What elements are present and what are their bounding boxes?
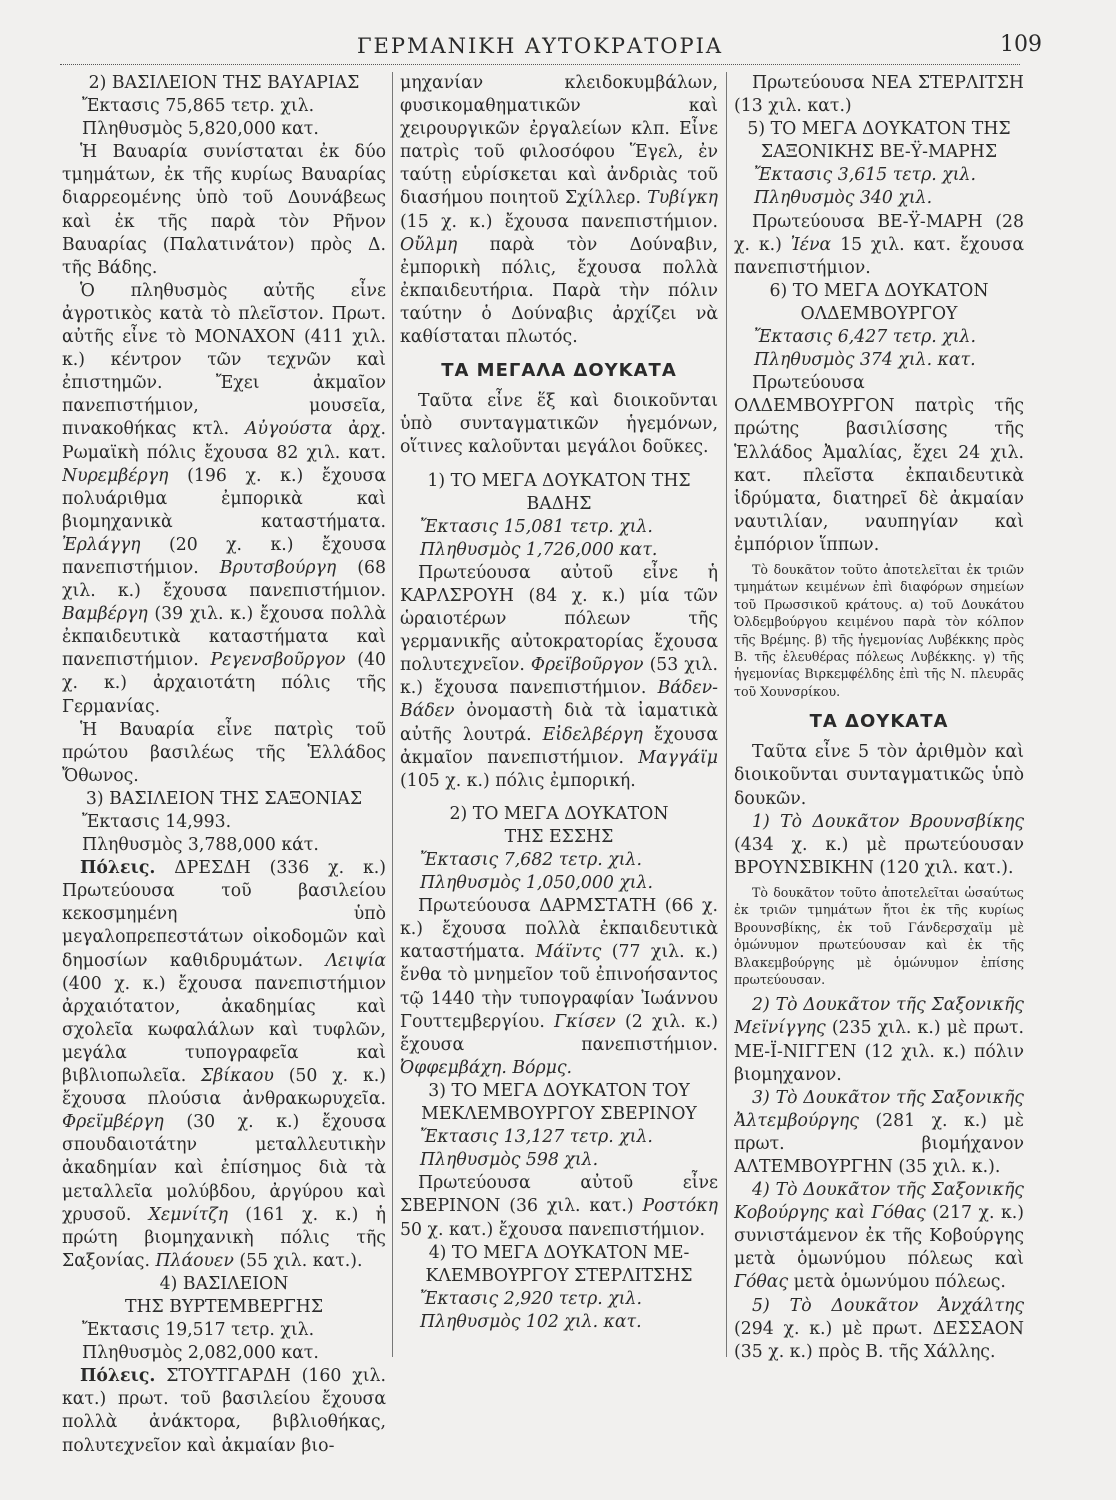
paragraph: Πρωτεύουσα ΔΑΡΜΣΤΑΤΗ (66 χ. κ.) ἔχουσα πολλὰ ἐκπαιδευτικὰ καταστήματα. Μάϊντς (77 χιλ. κ.) ἔνθα τὸ μνημεῖον τοῦ ἐπινοήσαντος τῷ 1440 τὴν τυπογραφίαν Ἰωάννου Γουττεμβεργίου. Γκίσεν (2 χιλ. κ.) ἔχουσα πανεπιστήμιον. Ὀφφεμβάχη. Βόρμς.	[400, 896, 718, 1078]
paragraph: 4) Τὸ Δουκᾶτον τῆς Σαξονικῆς Κοβούργης καὶ Γόθας (217 χ. κ.) συνιστάμενον ἐκ τῆς Κοβούργης μετὰ ὁμωνύμου πόλεως καὶ Γόθας μετὰ ὁμωνύμου πόλεως.	[734, 1180, 1024, 1293]
heading-hesse: 2) ΤΟ ΜΕΓΑ ΔΟΥΚΑΤΟΝ	[449, 803, 669, 824]
heading-baden-2: ΒΑΔΗΣ	[526, 493, 592, 514]
heading-hesse-2: ΤΗΣ ΕΣΣΗΣ	[504, 826, 614, 847]
paragraph: Ἡ Βαυαρία εἶνε πατρὶς τοῦ πρώτου βασιλέως τῆς Ἑλλάδος Ὄθωνος.	[62, 719, 386, 786]
paragraph: 2) Τὸ Δουκᾶτον τῆς Σαξονικῆς Μεϊνίγγης (235 χιλ. κ.) μὲ πρωτ. ΜΕ-Ϊ-ΝΙΓΓΕΝ (12 χιλ. κ.) πόλιν βιομηχανον.	[734, 995, 1024, 1085]
heading-wurttemberg: 4) ΒΑΣΙΛΕΙΟΝ	[159, 1273, 289, 1294]
population-saxony: Πληθυσμὸς 3,788,000 κάτ.	[82, 835, 319, 856]
column-rule-1	[392, 72, 393, 1357]
heading-wurttemberg-2: ΤΗΣ ΒΥΡΤΕΜΒΕΡΓΗΣ	[124, 1296, 324, 1317]
paragraph: 1) Τὸ Δουκᾶτον Βρουνσβίκης (434 χ. κ.) μὲ πρωτεύουσαν ΒΡΟΥΝΣΒΙΚΗΝ (120 χιλ. κατ.).	[734, 811, 1024, 878]
column-2	[400, 72, 718, 1472]
paragraph: Πόλεις. ΔΡΕΣΔΗ (336 χ. κ.) Πρωτεύουσα τοῦ βασιλείου κεκοσμημένη ὑπὸ μεγαλοπρεπεστάτων οἰκοδομῶν καὶ δημοσίων καθιδρυμάτων. Λειψία (400 χ. κ.) ἔχουσα πανεπιστήμιον ἀρχαιότατον, ἀκαδημίας καὶ σχολεῖα κωφαλάλων καὶ τυφλῶν, μεγάλα τυπογραφεῖα καὶ βιβλιοπωλεῖα. Σβίκαου (50 χ. κ.) ἔχουσα πλούσια ἀνθρακωρυχεῖα. Φρεϊμβέργη (30 χ. κ.) ἔχουσα σπουδαιοτάτην μεταλλευτικὴν ἀκαδημίαν καὶ ἐπίσημος διὰ τὰ μεταλλεῖα μολύβδου, ἀργύρου καὶ χρυσοῦ. Χεμνίτζη (161 χ. κ.) ἡ πρώτη βιομηχανικὴ πόλις τῆς Σαξονίας. Πλάουεν (55 χιλ. κατ.).	[62, 858, 386, 1271]
paragraph: 3) Τὸ Δουκᾶτον τῆς Σαξονικῆς Ἀλτεμβούργης (281 χ. κ.) μὲ πρωτ. βιομήχανον ΑΛΤΕΜΒΟΥΡΓΗΝ (35 χιλ. κ.).	[734, 1087, 1024, 1177]
heading-bavaria: 2) ΒΑΣΙΛΕΙΟΝ ΤΗΣ ΒΑΥΑΡΙΑΣ	[88, 73, 360, 93]
area-wurttemberg: Ἔκτασις 19,517 τετρ. χιλ.	[82, 1320, 315, 1341]
area-bavaria: Ἔκτασις 75,865 τετρ. χιλ.	[82, 96, 315, 117]
area-strelitz: Ἔκτασις 2,920 τετρ. χιλ.	[420, 1288, 642, 1309]
paragraph: Πόλεις. ΣΤΟΥΤΓΑΡΔΗ (160 χιλ. κατ.) πρωτ. τοῦ βασιλείου ἔχουσα πολλὰ ἀνάκτορα, βιβλιοθήκας, πολυτεχνεῖον καὶ ἀκμαίαν βιο-	[62, 1366, 386, 1456]
heading-strelitz-2: ΚΛΕΜΒΟΥΡΓΟΥ ΣΤΕΡΛΙΤΣΗΣ	[425, 1265, 693, 1286]
paragraph: Ταῦτα εἶνε ἕξ καὶ διοικοῦνται ὑπὸ συνταγματικῶν ἡγεμόνων, οἵτινες καλοῦνται μεγάλοι δοῦκες.	[400, 391, 718, 458]
area-oldenburg: Ἔκτασις 6,427 τετρ. χιλ.	[754, 327, 976, 348]
column-1	[62, 72, 386, 1472]
heading-schwerin: 3) ΤΟ ΜΕΓΑ ΔΟΥΚΑΤΟΝ ΤΟΥ	[428, 1080, 690, 1101]
population-hesse: Πληθυσμὸς 1,050,000 χιλ.	[420, 873, 654, 894]
running-title: ΓΕΡΜΑΝΙΚΗ ΑΥΤΟΚΡΑΤΟΡΙΑ	[356, 34, 724, 58]
population-saxe-weimar: Πληθυσμὸς 340 χιλ.	[754, 188, 933, 209]
section-heading-grand-duchies: ΤΑ ΜΕΓΑΛΑ ΔΟΥΚΑΤΑ	[441, 360, 677, 382]
column-rule-2	[726, 72, 727, 1357]
area-hesse: Ἔκτασις 7,682 τετρ. χιλ.	[420, 850, 642, 870]
paragraph: Πρωτεύουσα ΒΕ-Ϋ-ΜΑΡΗ (28 χ. κ.) Ἰένα 15 χιλ. κατ. ἔχουσα πανεπιστήμιον.	[734, 211, 1024, 278]
population-oldenburg: Πληθυσμὸς 374 χιλ. κατ.	[754, 350, 976, 371]
paragraph: Ὁ πληθυσμὸς αὐτῆς εἶνε ἀγροτικὸς κατὰ τὸ πλεῖστον. Πρωτ. αὐτῆς εἶνε τὸ ΜΟΝΑΧΟΝ (411 χιλ. κ.) κέντρον τῶν τεχνῶν καὶ ἐπιστημῶν. Ἔχει ἀκμαῖον πανεπιστήμιον, μουσεῖα, πινακοθήκας κτλ. Αὐγούστα ἀρχ. Ρωμαϊκὴ πόλις ἔχουσα 82 χιλ. κατ. Νυρεμβέργη (196 χ. κ.) ἔχουσα πολυάριθμα ἐμπορικὰ καὶ βιομηχανικὰ καταστήματα. Ἐρλάγγη (20 χ. κ.) ἔχουσα πανεπιστήμιον. Βρυτσβούργη (68 χιλ. κ.) ἔχουσα πανεπιστήμιον. Βαμβέργη (39 χιλ. κ.) ἔχουσα πολλὰ ἐκπαιδευτικὰ καταστήματα καὶ πανεπιστήμιον. Ρεγενσβοῦργον (40 χ. κ.) ἀρχαιοτάτη πόλις τῆς Γερμανίας.	[62, 280, 386, 717]
column-3	[734, 72, 1024, 1472]
heading-oldenburg: 6) ΤΟ ΜΕΓΑ ΔΟΥΚΑΤΟΝ	[769, 280, 989, 301]
paragraph: 5) Τὸ Δουκᾶτον Ἀνχάλτης (294 χ. κ.) μὲ πρωτ. ΔΕΣΣΑΟΝ (35 χ. κ.) πρὸς Β. τῆς Χάλλης.	[734, 1295, 1024, 1362]
population-wurttemberg: Πληθυσμὸς 2,082,000 κατ.	[82, 1343, 319, 1364]
heading-saxe-weimar-2: ΣΑΞΟΝΙΚΗΣ ΒΕ-Ϋ-ΜΑΡΗΣ	[760, 142, 998, 163]
section-heading-duchies: ΤΑ ΔΟΥΚΑΤΑ	[809, 711, 949, 733]
heading-schwerin-2: ΜΕΚΛΕΜΒΟΥΡΓΟΥ ΣΒΕΡΙΝΟΥ	[421, 1104, 697, 1125]
footnote-oldenburg: Τὸ δουκᾶτον τοῦτο ἀποτελεῖται ἐκ τριῶν τμημάτων κειμένων ἐπὶ διαφόρων σημείων τοῦ Πρωσσικοῦ κράτους. α) τοῦ Δουκάτου Ὀλδεμβούργου κειμένου παρὰ τὸν κόλπον τῆς Βρέμης. β) τῆς ἡγεμονίας Λυβέκκης πρὸς Β. τῆς ἐλευθέρας πόλεως Λυβέκκης. γ) τῆς ἡγεμονίας Βιρκεμφέλδης ἐπὶ τῆς Ν. πλευρᾶς τοῦ Χουνσρίκου.	[734, 561, 1024, 699]
heading-saxe-weimar: 5) ΤΟ ΜΕΓΑ ΔΟΥΚΑΤΟΝ ΤΗΣ	[747, 119, 1011, 140]
footnote-brunswick: Τὸ δουκᾶτον τοῦτο ἀποτελεῖται ὡσαύτως ἐκ τριῶν τμημάτων ἤτοι ἐκ τῆς κυρίως Βρουνσβίκης, ἐκ τοῦ Γάνδερσχαϊμ μὲ ὁμώνυμον πρωτεύουσαν καὶ ἐκ τῆς Βλακεμβούργης μὲ ὁμώνυμον ἐπίσης πρωτεύουσαν.	[734, 884, 1024, 987]
area-saxony: Ἔκτασις 14,993.	[82, 812, 232, 832]
page-header	[60, 28, 1042, 65]
paragraph: μηχανίαν κλειδοκυμβάλων, φυσικομαθηματικῶν καὶ χειρουργικῶν ἐργαλείων κλπ. Εἶνε πατρὶς τοῦ φιλοσόφου Ἕγελ, ἐν ταύτῃ εὑρίσκεται καὶ ἀνδριὰς τοῦ διασήμου ποιητοῦ Σχίλλερ. Τυβίγκη (15 χ. κ.) ἔχουσα πανεπιστήμιον. Οὔλμη παρὰ τὸν Δούναβιν, ἐμπορικὴ πόλις, ἔχουσα πολλὰ ἐκπαιδευτήρια. Παρὰ τὴν πόλιν ταύτην ὁ Δούναβις ἀρχίζει νὰ καθίσταται πλωτός.	[400, 73, 718, 348]
paragraph: Πρωτεύουσα αὐτοῦ εἶνε ἡ ΚΑΡΛΣΡΟΥΗ (84 χ. κ.) μία τῶν ὡραιοτέρων πόλεων τῆς γερμανικῆς αὐτοκρατορίας ἔχουσα πολυτεχνεῖον. Φρεϊβοῦργον (53 χιλ. κ.) ἔχουσα πανεπιστήμιον. Βάδεν-Βάδεν ὀνομαστὴ διὰ τὰ ἰαματικὰ αὐτῆς λουτρά. Εἰδελβέργη ἔχουσα ἀκμαῖον πανεπιστήμιον. Μαγγάϊμ (105 χ. κ.) πόλις ἐμπορική.	[400, 562, 718, 791]
population-strelitz: Πληθυσμὸς 102 χιλ. κατ.	[420, 1311, 642, 1332]
paragraph: Πρωτεύουσα αὐτοῦ εἶνε ΣΒΕΡΙΝΟΝ (36 χιλ. κατ.) Ροστόκη 50 χ. κατ.) ἔχουσα πανεπιστήμιον.	[400, 1173, 718, 1240]
population-schwerin: Πληθυσμὸς 598 χιλ.	[420, 1150, 599, 1171]
paragraph: Πρωτεύουσα ΟΛΔΕΜΒΟΥΡΓΟΝ πατρὶς τῆς πρώτης βασιλίσσης τῆς Ἑλλάδος Ἀμαλίας, ἔχει 24 χιλ. κατ. πλεῖστα ἐκπαιδευτικὰ ἱδρύματα, διατηρεῖ δὲ ἀκμαίαν ναυτιλίαν, ναυπηγίαν καὶ ἐμπόριον ἵππων.	[734, 373, 1024, 555]
area-schwerin: Ἔκτασις 13,127 τετρ. χιλ.	[420, 1127, 653, 1148]
page-number: 109	[1000, 32, 1042, 57]
paragraph: Ἡ Βαυαρία συνίσταται ἐκ δύο τμημάτων, ἐκ τῆς κυρίως Βαυαρίας διαρρεομένης ὑπὸ τοῦ Δουνάβεως καὶ ἐκ τῆς παρὰ τὸν Ρῆνον Βαυαρίας (Παλατινάτον) πρὸς Δ. τῆς Βάδης.	[62, 142, 386, 278]
heading-oldenburg-2: ΟΛΔΕΜΒΟΥΡΓΟΥ	[800, 303, 958, 324]
heading-baden: 1) ΤΟ ΜΕΓΑ ΔΟΥΚΑΤΟΝ ΤΗΣ	[427, 470, 691, 491]
paragraph: Ταῦτα εἶνε 5 τὸν ἀριθμὸν καὶ διοικοῦνται συνταγματικῶς ὑπὸ δουκῶν.	[734, 742, 1024, 809]
area-baden: Ἔκτασις 15,081 τετρ. χιλ.	[420, 516, 653, 537]
area-saxe-weimar: Ἔκτασις 3,615 τετρ. χιλ.	[754, 165, 976, 186]
population-bavaria: Πληθυσμὸς 5,820,000 κατ.	[82, 119, 319, 140]
heading-strelitz: 4) ΤΟ ΜΕΓΑ ΔΟΥΚΑΤΟΝ ΜΕ-	[428, 1242, 690, 1263]
heading-saxony: 3) ΒΑΣΙΛΕΙΟΝ ΤΗΣ ΣΑΞΟΝΙΑΣ	[85, 788, 363, 809]
paragraph: Πρωτεύουσα ΝΕΑ ΣΤΕΡΛΙΤΣΗ (13 χιλ. κατ.)	[734, 73, 1024, 117]
population-baden: Πληθυσμὸς 1,726,000 κατ.	[420, 539, 658, 560]
